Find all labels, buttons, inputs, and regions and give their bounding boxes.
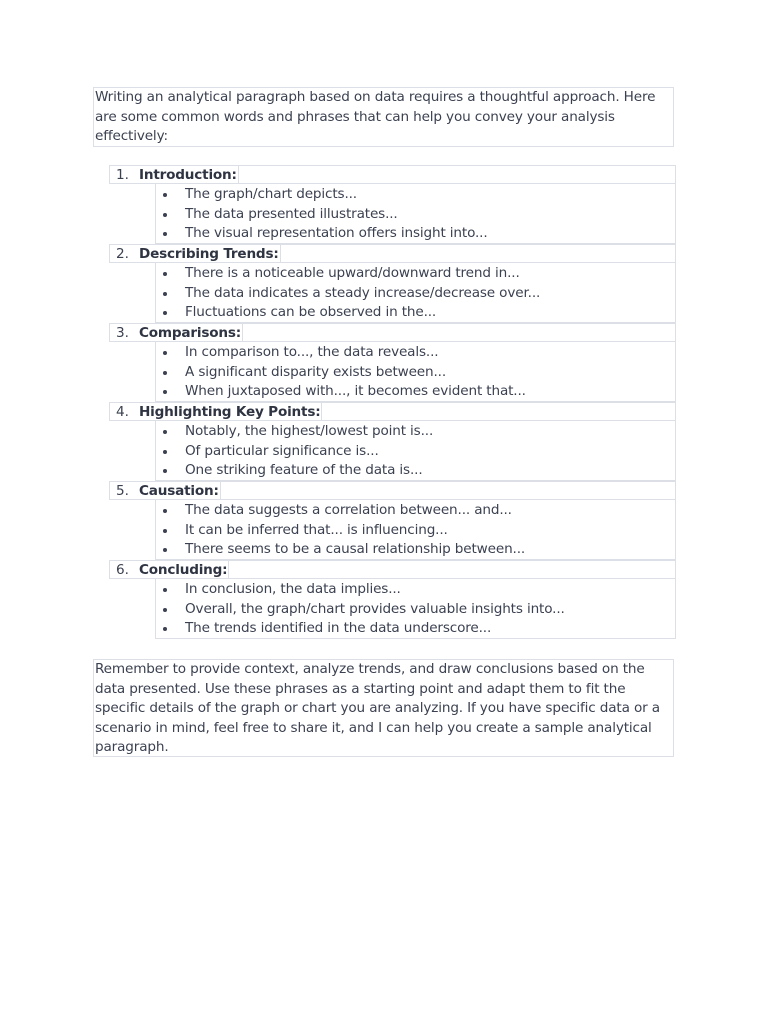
closing-paragraph: Remember to provide context, analyze trends, and draw conclusions based on the data presented. Use these phrases as a starting point and adapt them to fit the specific details of the graph or chart you are analyzing. If you have specific data or a scenario in mind, feel free to share it, and I can help you create a sample analytical paragraph.: [93, 659, 674, 757]
phrase-text: Overall, the graph/chart provides valuable insights into...: [185, 600, 565, 617]
phrase-sublist: [155, 421, 676, 481]
list-item: [156, 619, 675, 639]
section-highlighting-key-points: [109, 402, 676, 481]
section-number: 6.: [116, 562, 129, 578]
list-item: [156, 382, 675, 402]
intro-paragraph: Writing an analytical paragraph based on data requires a thoughtful approach. Here are some common words and phrases that can help you convey your analysis effectively:: [93, 87, 674, 147]
list-item: [156, 224, 675, 244]
section-number: 1.: [116, 167, 129, 183]
bullet-icon: [163, 430, 167, 434]
phrase-text: One striking feature of the data is...: [185, 462, 423, 478]
section-heading-row: [109, 323, 676, 342]
phrase-text: In conclusion, the data implies...: [185, 581, 401, 597]
phrase-text: Notably, the highest/lowest point is...: [185, 423, 434, 439]
phrase-text: There is a noticeable upward/downward trend in...: [185, 265, 520, 281]
list-item: [156, 580, 675, 600]
bullet-icon: [163, 548, 167, 552]
list-item: [156, 205, 675, 225]
bullet-icon: [163, 351, 167, 355]
list-item: [156, 343, 675, 363]
list-item: [156, 461, 675, 481]
phrase-text: When juxtaposed with..., it becomes evident that...: [185, 383, 526, 399]
section-causation: [109, 481, 676, 560]
phrase-text: The data indicates a steady increase/decrease over...: [185, 284, 541, 301]
section-number: 4.: [116, 404, 129, 420]
phrase-text: There seems to be a causal relationship between...: [185, 541, 526, 557]
list-item: [156, 363, 675, 383]
bullet-icon: [163, 272, 167, 276]
section-heading-row: [109, 481, 676, 500]
list-item: [156, 600, 675, 620]
list-item: [156, 185, 675, 205]
phrase-text: A significant disparity exists between...: [185, 363, 446, 380]
section-heading-row: [109, 560, 676, 579]
phrase-text: The data presented illustrates...: [185, 205, 398, 222]
phrase-text: Of particular significance is...: [185, 442, 379, 459]
list-item: [156, 422, 675, 442]
section-heading: Comparisons:: [139, 325, 241, 341]
section-heading-row: [109, 402, 676, 421]
bullet-icon: [163, 509, 167, 513]
section-heading: Causation:: [139, 483, 219, 499]
list-item: [156, 264, 675, 284]
phrase-text: Fluctuations can be observed in the...: [185, 304, 437, 320]
section-heading: Describing Trends:: [139, 246, 279, 262]
section-number: 5.: [116, 483, 129, 499]
bullet-icon: [163, 232, 167, 236]
section-concluding: [109, 560, 676, 639]
section-number: 3.: [116, 325, 129, 341]
section-introduction: [109, 165, 676, 244]
section-heading: Introduction:: [139, 167, 237, 183]
bullet-icon: [163, 608, 167, 612]
section-number: 2.: [116, 246, 129, 262]
phrase-sublist: [155, 342, 676, 402]
section-heading: Highlighting Key Points:: [139, 404, 321, 420]
list-item: [156, 284, 675, 304]
phrase-sublist: [155, 500, 676, 560]
section-heading-row: [109, 165, 676, 184]
list-item: [156, 442, 675, 462]
bullet-icon: [163, 529, 167, 533]
section-heading-row: [109, 244, 676, 263]
phrase-list: [109, 165, 676, 639]
bullet-icon: [163, 627, 167, 631]
phrase-text: The trends identified in the data underscore...: [185, 620, 492, 636]
phrase-text: The data suggests a correlation between... and...: [185, 502, 512, 518]
bullet-icon: [163, 311, 167, 315]
bullet-icon: [163, 292, 167, 296]
phrase-text: It can be inferred that... is influencing...: [185, 521, 448, 538]
bullet-icon: [163, 193, 167, 197]
bullet-icon: [163, 469, 167, 473]
bullet-icon: [163, 450, 167, 454]
phrase-text: In comparison to..., the data reveals...: [185, 344, 439, 360]
bullet-icon: [163, 213, 167, 217]
phrase-sublist: [155, 263, 676, 323]
section-comparisons: [109, 323, 676, 402]
phrase-text: The visual representation offers insight into...: [185, 225, 488, 241]
list-item: [156, 521, 675, 541]
bullet-icon: [163, 371, 167, 375]
list-item: [156, 540, 675, 560]
list-item: [156, 303, 675, 323]
list-item: [156, 501, 675, 521]
bullet-icon: [163, 390, 167, 394]
section-heading: Concluding:: [139, 562, 228, 578]
phrase-sublist: [155, 184, 676, 244]
phrase-text: The graph/chart depicts...: [185, 186, 357, 202]
phrase-sublist: [155, 579, 676, 639]
bullet-icon: [163, 588, 167, 592]
section-describing-trends: [109, 244, 676, 323]
